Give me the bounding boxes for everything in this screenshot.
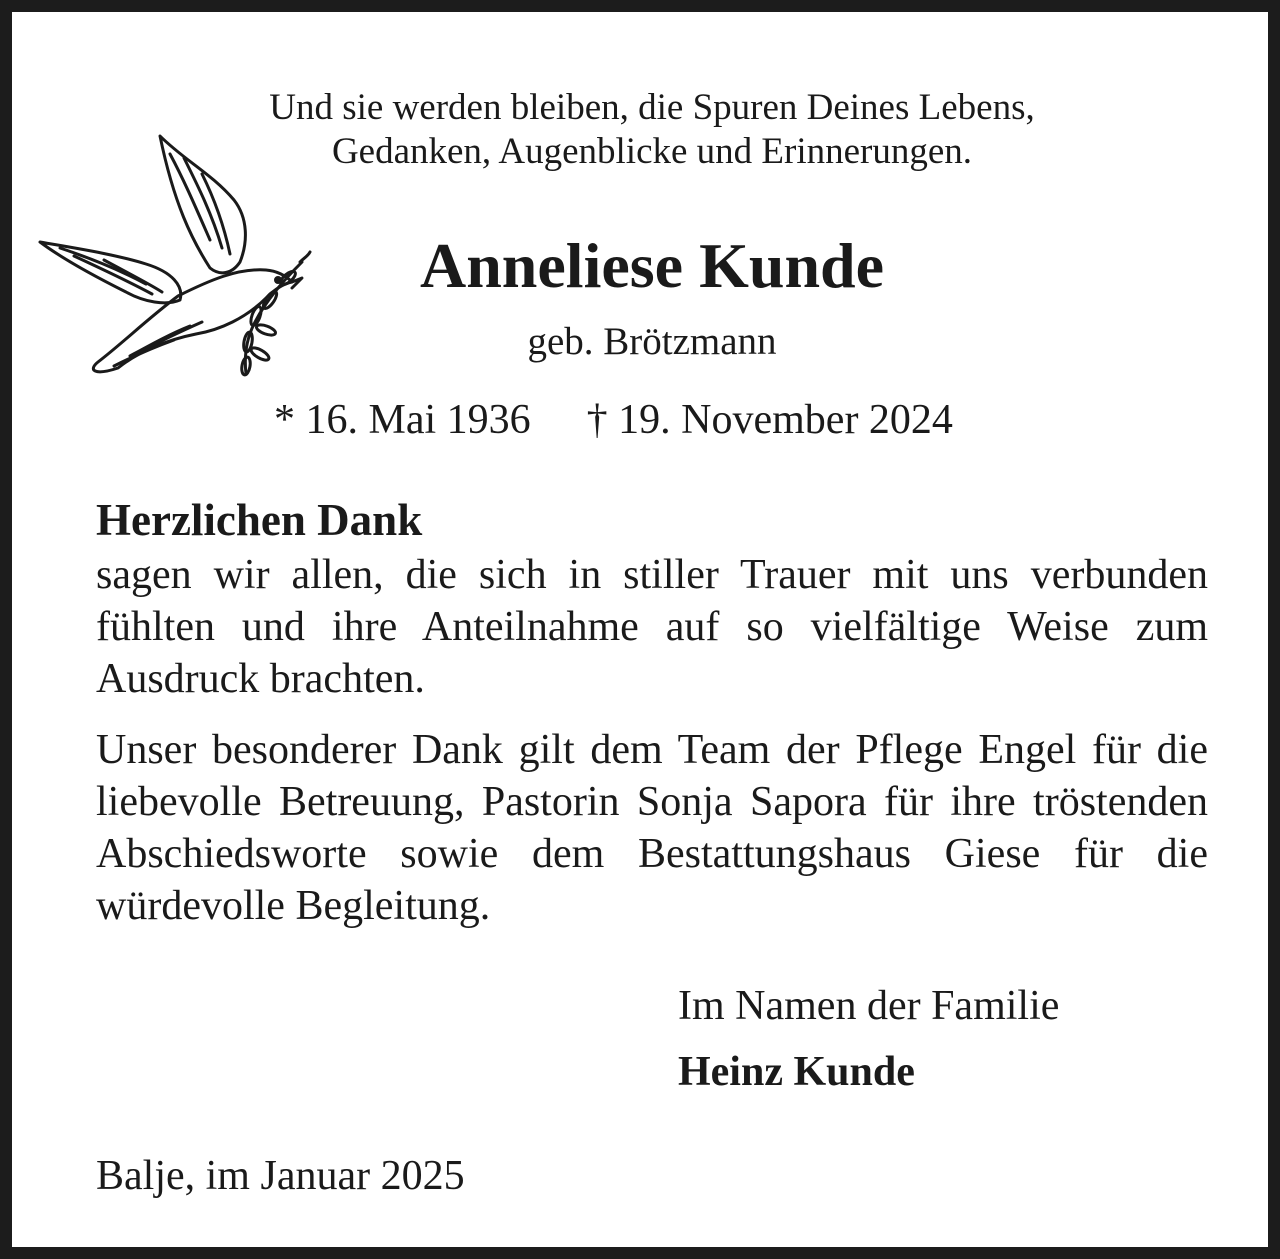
signature-name: Heinz Kunde (678, 1049, 915, 1095)
thanks-paragraph-2: Unser besonderer Dank gilt dem Team der Pflege Engel für die liebevolle Betreuung, Pastorin Sonja Sapora für ihre tröstenden Abschiedsworte sowie dem Bestattungshaus Giese für die würdevolle Begleitung. (96, 727, 1208, 929)
birth-date: * 16. Mai 1936 (274, 397, 531, 443)
birth-name: geb. Brötzmann (527, 320, 777, 363)
thanks-heading: Herzlichen Dank (96, 495, 423, 545)
deceased-name: Anneliese Kunde (419, 230, 885, 301)
poem-line-1: Und sie werden bleiben, die Spuren Deines Lebens, (269, 87, 1035, 128)
place-and-date: Balje, im Januar 2025 (96, 1153, 465, 1199)
death-date: † 19. November 2024 (586, 397, 953, 443)
thanks-paragraph-1: sagen wir allen, die sich in stiller Trauer mit uns verbunden fühlten und ihre Anteilnahme auf so vielfältige Weise zum Ausdruck brachten. (96, 552, 1208, 702)
signature-intro: Im Namen der Familie (678, 983, 1060, 1029)
life-dates (274, 394, 953, 446)
poem-line-2: Gedanken, Augenblicke und Erinnerungen. (331, 131, 973, 172)
